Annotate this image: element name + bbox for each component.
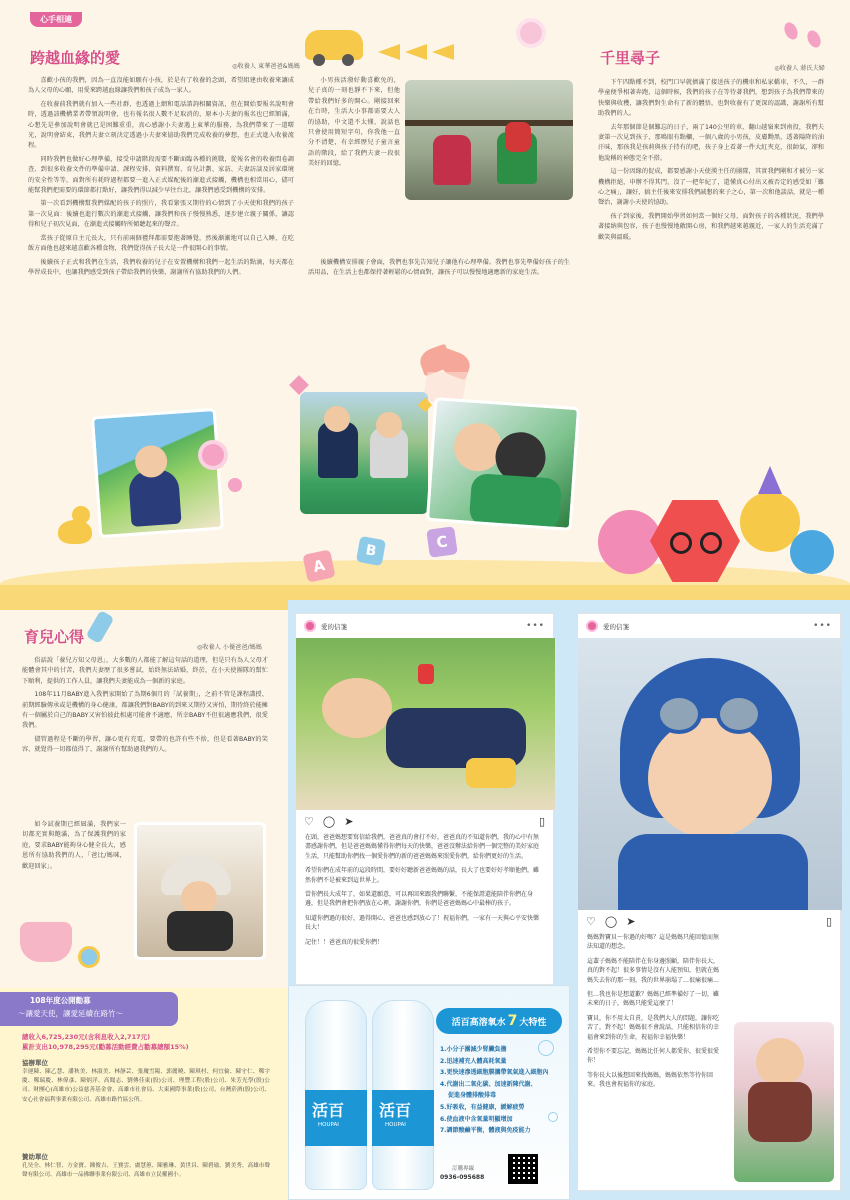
- article3-byline: ◎收養人 小優爸爸/媽媽: [196, 644, 262, 651]
- ad-banner: [436, 1008, 562, 1034]
- ad-contact: 訂購專線: [452, 1166, 475, 1172]
- letter-block-c: C: [426, 526, 458, 558]
- ad-feature: 4.代謝出二氧化碳、加速新陳代謝、: [440, 1080, 537, 1088]
- car-wheel-icon: [342, 54, 354, 66]
- donation-amount2: 累計支出10,978,295元(勸募活動經費占勸募總額15%): [22, 1043, 189, 1051]
- blue-character-icon: [790, 530, 834, 574]
- flower-icon: [520, 22, 542, 44]
- ad-features: [440, 1044, 568, 1137]
- ig1-p4: 記住！！爸爸真的很愛你們！: [305, 938, 384, 946]
- avatar[interactable]: [586, 620, 598, 632]
- article3-p2: 儘管過程是不斷的學習，讓心更有充電，要帶的也許有些不捨，但是看著BABY的笑容，就覺得一切都值得了，謝謝所有幫助過我們的人。: [22, 735, 268, 754]
- share-icon[interactable]: ➤: [344, 815, 354, 828]
- photo-boy-slide: [91, 408, 224, 538]
- article3-body-tail: [22, 820, 126, 896]
- comment-icon[interactable]: ◯: [604, 915, 618, 928]
- heart-icon[interactable]: ♡: [586, 915, 596, 928]
- article1-c2p1: 後續機構安排親子會面，我們也事先告知兒子讓他有心理準備。我們也事先準備好孩子的生活用品，在生活上也都保持著輕鬆的心情面對，讓孩子可以慢慢地適應新的家庭生活。: [308, 259, 570, 277]
- ad-feature: 3.更快速滲透細胞膜攜帶氧氣進入細胞內: [440, 1069, 549, 1077]
- article3-p3: 如今試養期已經屆滿，我們家一切都充實與飽滿，為了保護我們的家庭，要求BABY能夠身心健全長大，感恩所有協助我們的人，「爸比/媽咪，歡迎回家」。: [22, 821, 126, 870]
- ig-post-2-header: [578, 614, 840, 638]
- ad-feature: 促進身體排酸排毒: [448, 1092, 497, 1100]
- photo-baby-slide: [734, 1022, 834, 1182]
- article2-body: [598, 78, 824, 508]
- donation-body: 幸運陳、陳乙慧、潘秋美、林淑美、林靜芸、張瓊雪陽、郭麗曉、陳琪村、何宜倫、陳守仁、鄭宇慶、鄭瑞慶、林偉彥、陳炳洋、高聞志、劉傳佳東(股)公司、理豐工程(股)公司、朱芳光學(股)公司、財團心(高雄市)公益慈善基金會、高雄市社會局、大東國際事業(股)公司、台灣菸酒(股)公司、安心社會福利事業有限公司、高雄市路竹區公所。: [22, 1069, 270, 1103]
- article1-body-col2: [308, 76, 400, 252]
- article1-c2p0: 小男孩活潑好動喜歡免的，兒子真的一刻也靜不下來，但他帶給我們好多的開心。剛接回來在台時，生活大小事都需要大人的協助，中文還不太懂，說話也只會使用簡短字句，你我他一直分不清楚，有幸經歷兒子童言童語的階段，給了我們夫妻一段很美好的回憶。: [308, 77, 400, 168]
- flag-icon: [378, 44, 400, 60]
- glasses-icon: [700, 532, 722, 554]
- article2-p3: 孩子到家後，我們開始學習如何當一個好父母，面對孩子的各種狀況，我們學著接納與包容，孩子也慢慢地敞開心房，和我們越來越親近，一家人的生活充滿了歡笑與溫暖。: [598, 212, 824, 241]
- donation-body2: 孔昊全、林仁智、方金寶、鍾俊吉、王賽雲、盧慧蕙、陳雅琳、黃世昌、陳碧瑜、劉美秀、高雄市聲聲有限公司、高雄市一品佛聯事業有限公司、高雄市立民權國小。: [22, 1163, 270, 1179]
- ig-post-1-caption: [296, 833, 553, 947]
- ig-account-name[interactable]: 愛的信箋: [321, 622, 347, 631]
- donation-title2: ～讓愛天使，讓愛延續在路竹～: [18, 1009, 123, 1018]
- article3-title: 育兒心得: [24, 628, 85, 646]
- duck-head: [72, 506, 90, 524]
- ig1-p0: 在頭，爸爸媽想要寫信給我們，爸爸真的會打不好，爸爸真的不知道你們，我的心中有無盡感謝你們，但是爸爸媽媽懂得你們每天的快樂，爸爸沒辦法給你們一個完整的美好家庭生活，只能幫助你們找一個愛你們的新的爸爸媽媽來照愛你們，給你們更好的生活。: [305, 834, 540, 860]
- flag-icon: [432, 44, 454, 60]
- ad-feature: 5.好吸收，有益健康，緩解疲勞: [440, 1103, 525, 1111]
- photo-kids-playground: [300, 392, 428, 514]
- donation-title1: 108年度公開勸募: [30, 996, 91, 1005]
- ig-post-2-caption: [578, 933, 728, 1090]
- ig1-p3: 知道你們過的很好，過得開心，爸爸也感到放心了！祝福你們，一家有一天與心平安快樂長大！: [305, 914, 540, 932]
- ig-post-1-actions: [296, 810, 553, 833]
- ad-phone: 0936-095688: [440, 1174, 485, 1181]
- ig2-p0: 媽媽對寶貝～你過的好嗎？這是媽媽只能回憶而無法知道的想念。: [587, 934, 720, 951]
- ad-feature: 7.調節酸鹼平衡，體液與免疫能力: [440, 1127, 531, 1135]
- brand-sub: HOUPAI: [385, 1122, 406, 1128]
- donation-section-label2: 贊助單位: [22, 1153, 48, 1161]
- bookmark-icon[interactable]: ▯: [825, 915, 832, 928]
- article1-body: [28, 76, 294, 406]
- more-options-icon[interactable]: •••: [813, 621, 832, 631]
- article1-byline: ◎收養人 東華爸爸&媽媽: [232, 63, 300, 70]
- ig-post-2: [577, 613, 841, 1191]
- ig-post-1-photo: [296, 638, 555, 810]
- ad-banner-suffix: 大特性: [519, 1017, 547, 1028]
- ig1-p2: 當你們長大成年了，如果還願意，可以再回來跟我們聯繫，不能保證還能陪伴你們在身邊，但是我們會把你們放在心裡，謝謝你們，你們是爸爸媽媽心中最棒的孩子。: [305, 891, 534, 908]
- duck-icon: [58, 520, 92, 544]
- donation-amount1: 總收入6,725,230元(含利息收入2,717元): [22, 1033, 151, 1041]
- ad-feature: 2.迅速補充人體高耗氧量: [440, 1057, 507, 1065]
- avatar[interactable]: [304, 620, 316, 632]
- baby-onesie-icon: [20, 922, 72, 962]
- photo-kids-kiss: [426, 397, 580, 531]
- ad-feature: 1.小分子團減少腎臟負擔: [440, 1046, 507, 1053]
- heart-icon[interactable]: ♡: [304, 815, 314, 828]
- article2-title: 千里尋子: [600, 49, 661, 67]
- article2-p1: 去年那個節是個難忘的日子，兩了140公里的車，翻山越嶺來到南投，我們夫妻第一次見到孩子，那鳴眼有點欄，一個八歲的小男孩，皮膚黝黑，透著陽降的油汗味，那孩我是孩莉與孩子持有的吧，孩子身上看著一件大紅夾克，很帥氣，卻和他說稱的神態完全不搭。: [598, 123, 824, 162]
- ig-post-1-header: [296, 614, 553, 638]
- letter-block-a: A: [302, 549, 335, 582]
- article2-p2: 這一份因緣的促成，都要感謝小天使漢主任的團隊，其實我們剛和才被另一家機構拒絕，申辦不得其門，沒了一把年紀了，還懂真心付出又被否定的感受如「難心之痛」，讓好，搞主任後來安排我們誠懇的來子之心，第一次和他談話，就是一種聲治，謝謝小天使的協助。: [598, 168, 824, 207]
- article3-body: [22, 656, 268, 816]
- tab-label: 心手相連: [40, 15, 72, 24]
- ig1-p1: 希望你們在成年前的這段時間，要好好聽新爸爸媽媽的話，長大了也要好好孝順他們，雖然你們不是被來到這世界上。: [305, 867, 540, 884]
- ig2-p3: 寶貝，你不用太自責，是我們大人的問題，讓你吃苦了，對不起！媽媽很不會說話，只能相信你的幸福會來到你的生命，祝福你幸福快樂！: [587, 1014, 720, 1041]
- article1-p4: 當孩子從原自主元長大，只有前兩個禮拜都需要抱著睡覺，然後漸漸地可以自己入睡，在吃飯方面他也越來越喜歡各種食物，我們覺得孩子長大是一件很開心的事情。: [28, 234, 294, 253]
- ig2-p2: 但…我也你是想道歉？媽媽已經準備好了一切，雖未來的日子，媽媽只能愛這麼了！: [587, 991, 720, 1008]
- article1-p0: 喜歡小孩的我們，因為一直沒能如願有小孩，於是有了收養的念頭，希望組建由收養來讓成為人父母的心願，用愛來跨越血緣讓我們和孩子成為一家人。: [28, 77, 294, 95]
- comment-icon[interactable]: ◯: [322, 815, 336, 828]
- bubble-icon: [548, 1112, 558, 1122]
- ig2-p5: 等你長大以後想回來找媽媽，媽媽依然等待你回來。我也會祝福你的家庭。: [587, 1071, 714, 1089]
- article1-p2: 同時我們也做好心理準備，接受申請階段需要不斷面臨各種的挑戰，從報名會的收養問卷調查、到很多收養文件的準備申請、課程安排、資料撰寫、育兒計劃、家訪、夫妻訪談及居家環境的安全性等等，面對所有耗時過程都要一進入正式媒配後的漸進式接觸，機構也相當用心，儘可能幫我們把需要的環節都打點好，讓我們得以減少早往台北，讓我們感受到機構的安排。: [28, 155, 294, 195]
- photo-boys-fence: [405, 80, 573, 200]
- flag-icon: [405, 44, 427, 60]
- ad-banner-text: 活百高溶氧水: [451, 1017, 506, 1028]
- photo-stroller: [134, 822, 266, 960]
- flower-icon: [202, 444, 224, 466]
- article3-p1: 108年11月BABY進入我們家開始了為期6個月的「試養期」，之前不管是課程講授、前期經驗傳承或是機構的身心健康，都讓我們對BABY的到來又期待又害怕，期待終於能擁有一個屬於自己的BABY又害怕彼此相處可能會不適應，所幸BABY不但很適應我們，很愛我們。: [22, 691, 268, 730]
- pacifier-icon: [78, 946, 100, 968]
- brand-label: 活百: [312, 1101, 345, 1120]
- donation-section-label: 協辦單位: [22, 1059, 48, 1067]
- ig2-p4: 希望你不要忘記，媽媽比任何人都愛你，很愛很愛你！: [587, 1048, 720, 1065]
- article1-p3: 第一次看到機構幫我們媒配的孩子的照片，我看緊張又期待的心情到了小天使和我們的孩子第一次見面：後續也進行數次的漸進式接觸，讓我們和孩子慢慢熟悉，逐步建立親子關係，讓認得和兒子初次見面，在漸進式接觸時所傾聽起來的聲音。: [28, 200, 294, 229]
- party-hat-icon: [758, 466, 782, 494]
- car-wheel-icon: [313, 54, 325, 66]
- letter-block-b: B: [356, 536, 386, 566]
- brand-sub: HOUPAI: [318, 1122, 339, 1128]
- article3-p0: 俗話說「養兒方知父母恩」，大多數的人都能了解這句話的道理，但是只有為人父母才能體會其中的甘苦，我們夫妻歷了很多嘗試，始終無法結婚，終於，在小天使團隊的幫忙下順利，提供的工作人員，讓我們夫妻能成為一個新的家庭。: [22, 657, 268, 685]
- ig-post-1: [295, 613, 554, 985]
- article1-p5: 後續孩子正式和我們在生活，我們收養的兒子在安置機構和我們一起生活的點滴，每天都在學習成長中，也讓我們感受到孩子帶給我們的快樂，謝謝所有協助我們的人們。: [28, 258, 294, 276]
- article1-body-col2b: [308, 258, 570, 358]
- article1-p1: 在收養前我們就有加入一些社群，也透過上網和電話諮詢相關資訊，但在開始要報名說明會時，透過該機構業者帶領說明會，也有報名很人數不足取消的，原本小夫妻的報名也已經額滿，心想先是參加說明會就已是困難重重，真心感謝小夫妻遇上東華的服務，為我們帶來了一道曙光，說明會結束，我們夫妻立刻決定透過小夫妻來協助我們完成收養的夢想，也正式進入收養流程。: [28, 100, 294, 150]
- glasses-icon: [670, 532, 692, 554]
- article2-byline: ◎收養人 蔣氏夫婦: [774, 65, 825, 72]
- article2-p0: 下午四點種不到，校門口早就擠滿了接送孩子的機車和私家轎車，不久，一群學童便爭相著奔跑，這個時候，我們的孩子在等待著我們，想到孩子為我們帶來的快樂與收穫，讓我們對生命有了新的體悟，也對收養有了更深的認識，謝謝所有幫助我們的人。: [598, 79, 824, 118]
- qr-code-icon: [508, 1154, 538, 1184]
- article1-title: 跨越血緣的愛: [30, 49, 121, 67]
- section-tab: [30, 12, 82, 27]
- ig2-p1: 這輩子媽媽不能陪伴在你身邊照顧，陪伴你長大，真的對不起！很多事情是沒有人能預知，但就在媽媽失去你的那一刻，我的世界崩塌了…很痛很痛…: [587, 957, 720, 984]
- bubble-icon: [538, 1040, 554, 1056]
- flower-icon: [228, 478, 242, 492]
- brand-label: 活百: [379, 1101, 412, 1120]
- bookmark-icon[interactable]: ▯: [538, 815, 545, 828]
- ig-post-2-photo: [578, 638, 842, 910]
- ig-post-2-actions: [578, 910, 840, 933]
- more-options-icon[interactable]: •••: [526, 621, 545, 631]
- ad-feature: 6.使血液中含氧量明顯增加: [440, 1115, 513, 1123]
- ig-account-name[interactable]: 愛的信箋: [603, 622, 629, 631]
- ad-banner-num: 7: [507, 1013, 518, 1029]
- share-icon[interactable]: ➤: [626, 915, 636, 928]
